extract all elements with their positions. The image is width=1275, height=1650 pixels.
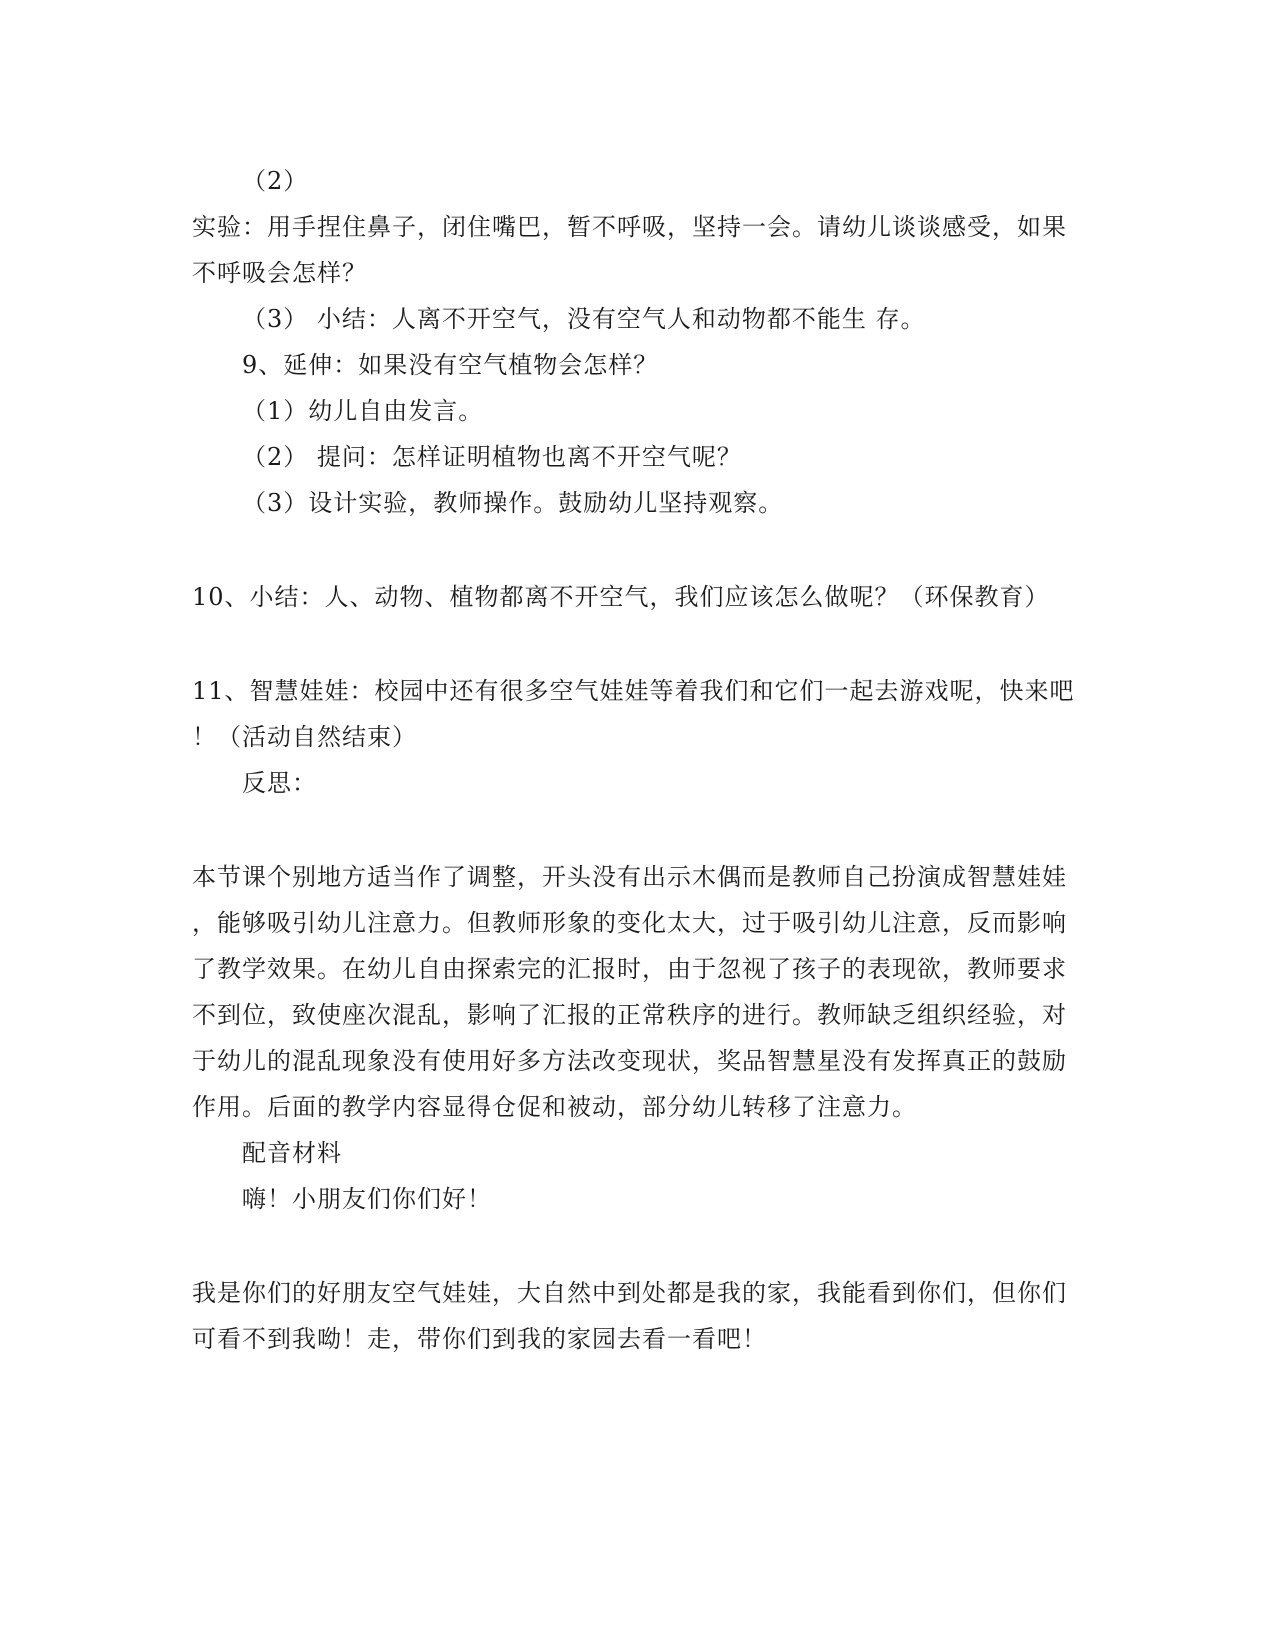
- paragraph-line: （2） 提问：怎样证明植物也离不开空气呢？: [242, 443, 742, 471]
- paragraph-line: 实验：用手捏住鼻子，闭住嘴巴，暂不呼吸，坚持一会。请幼儿谈谈感受，如果: [192, 213, 1067, 241]
- section-heading: 配音材料: [242, 1139, 342, 1167]
- paragraph-line: 了教学效果。在幼儿自由探索完的汇报时，由于忽视了孩子的表现欲，教师要求: [192, 955, 1067, 983]
- section-heading: 反思：: [242, 769, 317, 797]
- paragraph-line: 可看不到我呦！走，带你们到我的家园去看一看吧！: [192, 1325, 767, 1353]
- paragraph-line: 不到位，致使座次混乱，影响了汇报的正常秩序的进行。教师缺乏组织经验，对: [192, 1001, 1067, 1029]
- paragraph-line: （3）设计实验，教师操作。鼓励幼儿坚持观察。: [242, 489, 784, 517]
- paragraph-line: 作用。后面的教学内容显得仓促和被动，部分幼儿转移了注意力。: [192, 1093, 917, 1121]
- paragraph-line: ！（活动自然结束）: [192, 723, 417, 751]
- paragraph-line: 9、延伸：如果没有空气植物会怎样？: [242, 351, 659, 379]
- paragraph-line: （2）: [242, 167, 309, 195]
- paragraph-line: 嗨！小朋友们你们好！: [242, 1185, 492, 1213]
- paragraph-line: 我是你们的好朋友空气娃娃，大自然中到处都是我的家，我能看到你们，但你们: [192, 1279, 1067, 1307]
- paragraph-line: （3） 小结：人离不开空气，没有空气人和动物都不能生 存。: [242, 305, 926, 333]
- paragraph-line: 于幼儿的混乱现象没有使用好多方法改变现状，奖品智慧星没有发挥真正的鼓励: [192, 1047, 1067, 1075]
- paragraph-line: 11、智慧娃娃：校园中还有很多空气娃娃等着我们和它们一起去游戏呢，快来吧: [192, 677, 1075, 705]
- paragraph-line: 10、小结：人、动物、植物都离不开空气，我们应该怎么做呢？（环保教育）: [192, 583, 1050, 611]
- paragraph-line: （1）幼儿自由发言。: [242, 397, 484, 425]
- paragraph-line: 不呼吸会怎样？: [192, 259, 367, 287]
- paragraph-line: ，能够吸引幼儿注意力。但教师形象的变化太大，过于吸引幼儿注意，反而影响: [192, 909, 1067, 937]
- paragraph-line: 本节课个别地方适当作了调整，开头没有出示木偶而是教师自己扮演成智慧娃娃: [192, 863, 1067, 891]
